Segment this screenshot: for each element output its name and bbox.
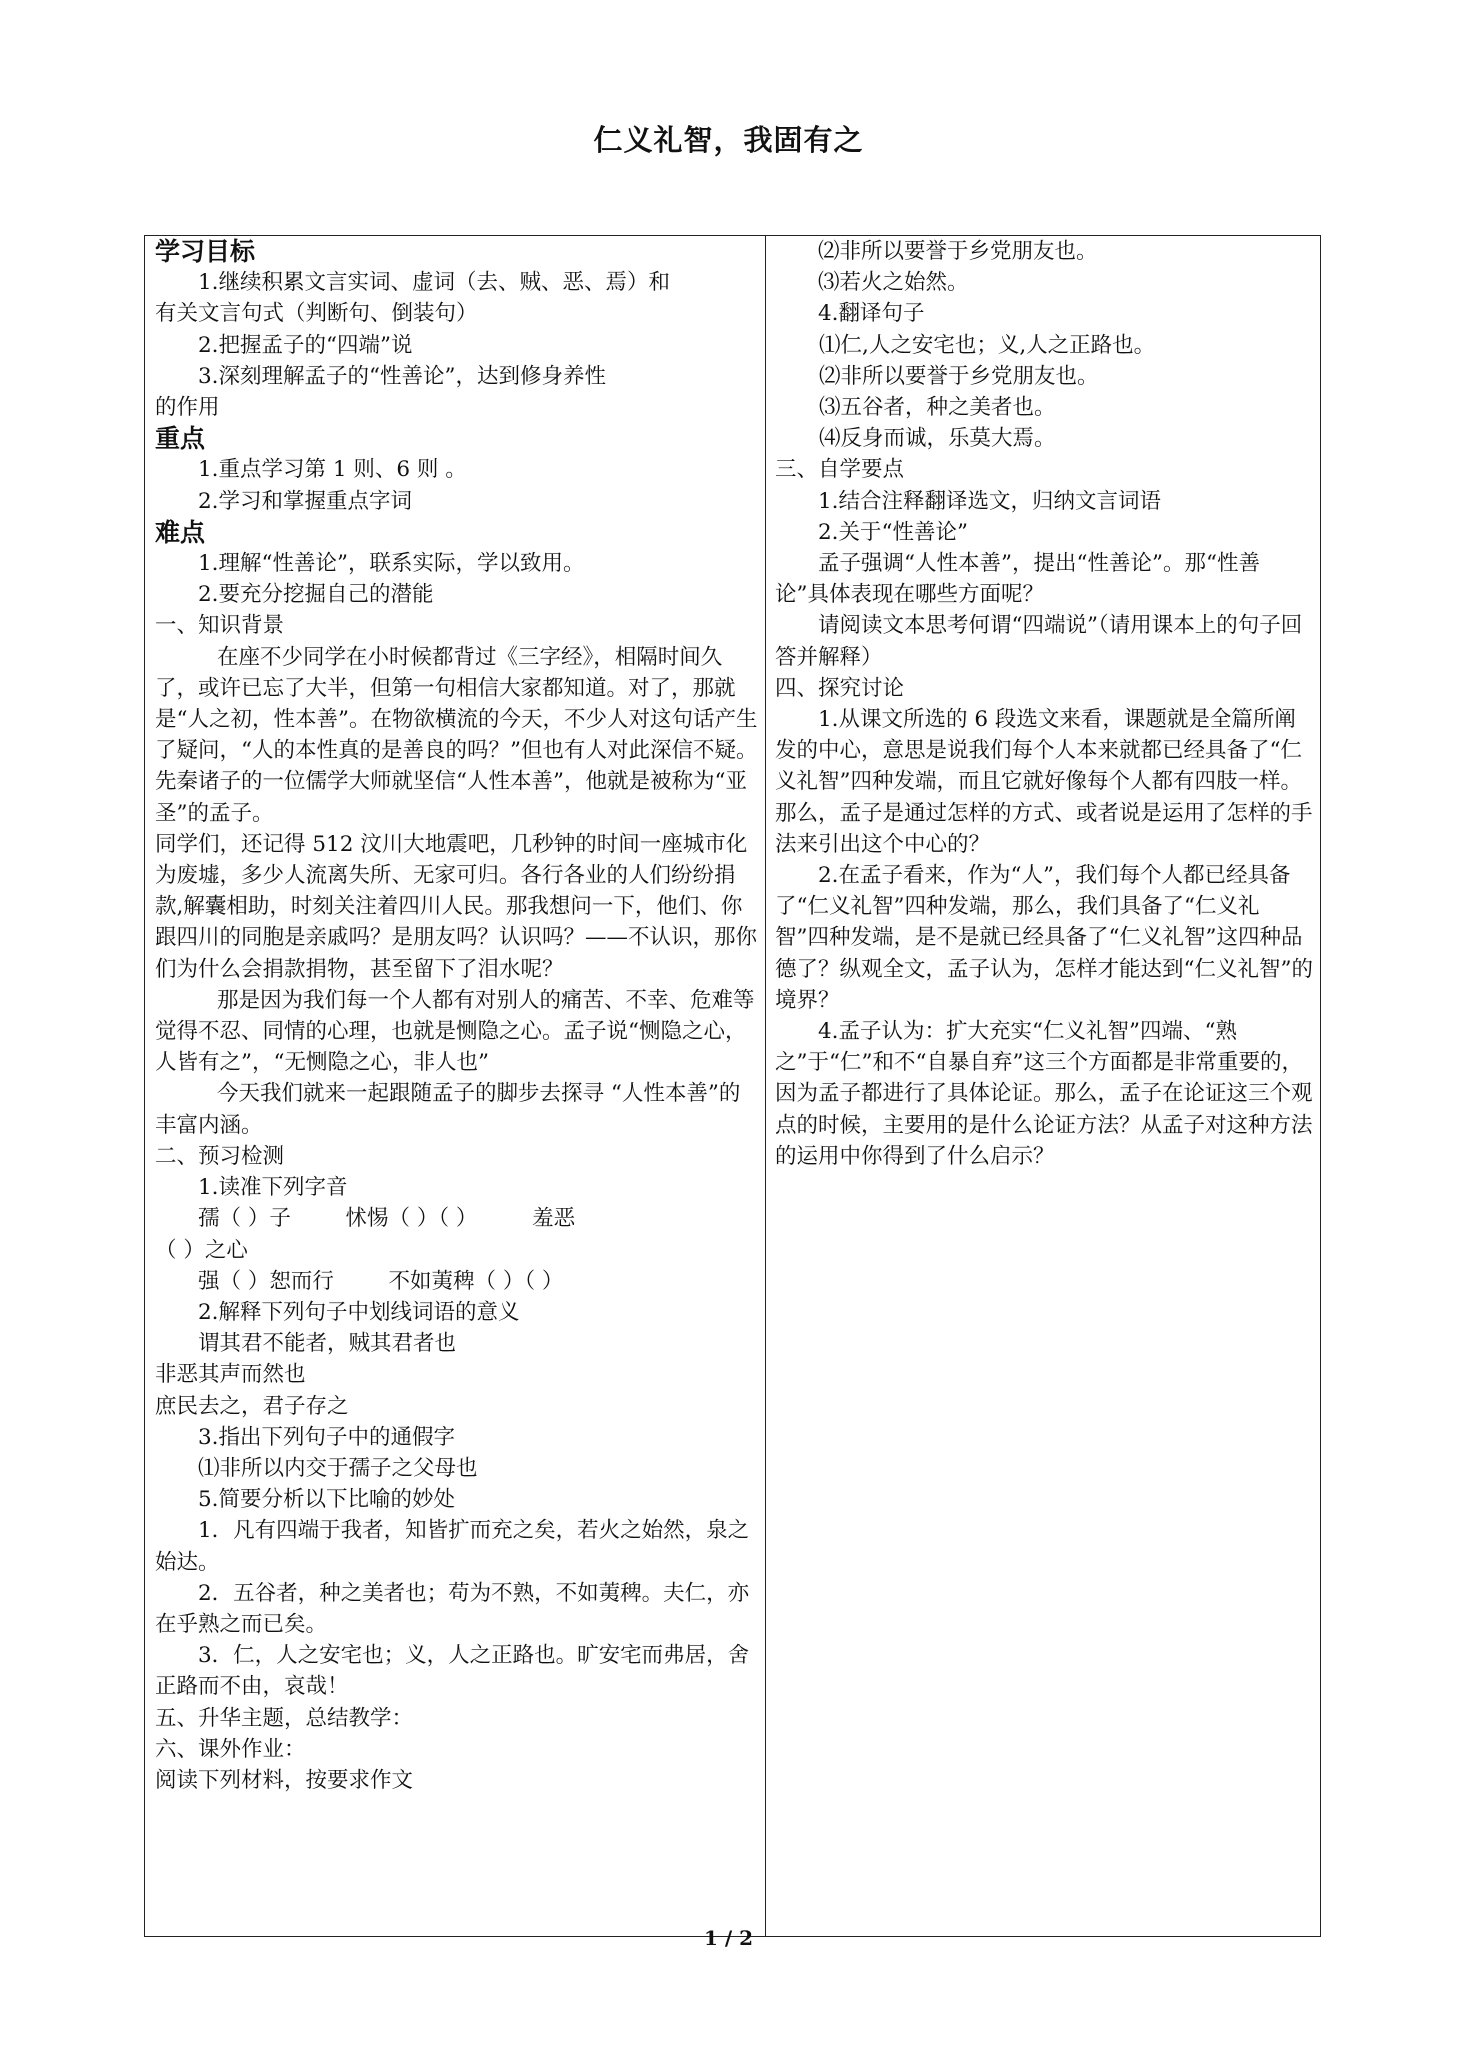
preview-1: 1.读准下列字音 xyxy=(198,1175,348,1201)
translate-1: ⑴仁,人之安宅也；义,人之正路也。 xyxy=(819,332,1156,358)
discussion-1: 1.从课文所选的 6 段选文来看，课题就是全篇所阐发的中心，意思是说我们每个人本来就都已经具备了“仁义礼智”四种发端，而且它就好像每个人都有四肢一样。那么，孟子是通过怎样的方式、或者说是运用了怎样的手法来引出这个中心的？ xyxy=(775,707,1313,857)
heading-goals: 学习目标 xyxy=(155,237,256,266)
self-study-2-para-2: 请阅读文本思考何谓“四端说”（请用课本上的句子回答并解释） xyxy=(775,613,1303,670)
section-6-heading: 六、课外作业： xyxy=(155,1736,306,1762)
right-column xyxy=(775,236,1313,1172)
section-2-heading: 二、预习检测 xyxy=(155,1143,285,1169)
preview-2a: 谓其君不能者，贼其君者也 xyxy=(198,1331,457,1357)
discussion-2: 2.在孟子看来，作为“人”，我们每个人都已经具备了“仁义礼智”四种发端，那么，我们具备了“仁义礼智”四种发端，是不是就已经具备了“仁义礼智”这四种品德了？纵观全文，孟子认为，怎样才能达到“仁义礼智”的境界？ xyxy=(775,863,1313,1013)
difficulty-1: 1.理解“性善论”，联系实际，学以致用。 xyxy=(198,551,585,577)
right-item-3: 4.翻译句子 xyxy=(818,301,925,327)
background-para-3: 那是因为我们每一个人都有对别人的痛苦、不幸、危难等觉得不忍、同情的心理，也就是恻隐之心。孟子说“恻隐之心，人皆有之”，“无恻隐之心，非人也” xyxy=(155,987,755,1076)
preview-3a: ⑴非所以内交于孺子之父母也 xyxy=(198,1455,478,1481)
goal-3a: 3.深刻理解孟子的“性善论”，达到修身养性 xyxy=(198,363,606,389)
key-2: 2.学习和掌握重点字词 xyxy=(198,488,413,514)
goal-2: 2.把握孟子的“四端”说 xyxy=(198,332,413,358)
preview-3: 3.指出下列句子中的通假字 xyxy=(198,1424,456,1450)
page-number: 1 / 2 xyxy=(703,1926,754,1950)
background-para-2: 同学们，还记得 512 汶川大地震吧，几秒钟的时间一座城市化为废墟，多少人流离失所、无家可归。各行各业的人们纷纷捐款,解囊相助，时刻关注着四川人民。那我想问一下，他们、你跟四川的同胞是亲戚吗？是朋友吗？认识吗？——不认识，那你们为什么会捐款捐物，甚至留下了泪水呢？ xyxy=(155,831,758,982)
goal-1b: 有关文言句式（判断句、倒装句） xyxy=(155,301,478,327)
translate-2: ⑵非所以要誉于乡党朋友也。 xyxy=(819,363,1099,389)
translate-3: ⑶五谷者，种之美者也。 xyxy=(819,395,1056,421)
content-table xyxy=(144,235,1321,1937)
preview-5a: 1．凡有四端于我者，知皆扩而充之矣，若火之始然，泉之始达。 xyxy=(155,1518,750,1575)
background-para-1: 在座不少同学在小时候都背过《三字经》，相隔时间久了，或许已忘了大半，但第一句相信大家都知道。对了，那就是“人之初，性本善”。在物欲横流的今天，不少人对这句话产生了疑问，“人的本性真的是善良的吗？”但也有人对此深信不疑。先秦诸子的一位儒学大师就坚信“人性本善”，他就是被称为“亚圣”的孟子。 xyxy=(155,644,758,826)
goal-3b: 的作用 xyxy=(155,395,220,421)
key-1: 1.重点学习第 1 则、6 则 。 xyxy=(198,457,467,483)
preview-5: 5.简要分析以下比喻的妙处 xyxy=(198,1487,456,1513)
preview-1a: 孺（ ）子 怵惕（ ）（ ） 羞恶 xyxy=(198,1206,576,1232)
self-study-2-para-1: 孟子强调“人性本善”，提出“性善论”。那“性善论”具体表现在哪些方面呢？ xyxy=(775,551,1260,608)
goal-1a: 1.继续积累文言实词、虚词（去、贼、恶、焉）和 xyxy=(198,270,671,296)
right-item-2: ⑶若火之始然。 xyxy=(818,270,969,296)
section-1-heading: 一、知识背景 xyxy=(155,613,285,639)
preview-5b: 2．五谷者，种之美者也；苟为不熟，不如荑稗。夫仁，亦在乎熟之而已矣。 xyxy=(155,1580,750,1637)
heading-difficulties: 难点 xyxy=(155,517,206,547)
translate-4: ⑷反身而诚，乐莫大焉。 xyxy=(819,426,1056,452)
discussion-4: 4.孟子认为：扩大充实“仁义礼智”四端、“熟之”于“仁”和不“自暴自弃”这三个方面都是非常重要的，因为孟子都进行了具体论证。那么，孟子在论证这三个观点的时候，主要用的是什么论证方法？从孟子对这种方法的运用中你得到了什么启示？ xyxy=(775,1019,1313,1169)
homework-text: 阅读下列材料，按要求作文 xyxy=(155,1767,414,1793)
preview-2b: 非恶其声而然也 xyxy=(155,1362,306,1388)
self-study-2: 2.关于“性善论” xyxy=(818,519,968,545)
difficulty-2: 2.要充分挖掘自己的潜能 xyxy=(198,582,434,608)
preview-2: 2.解释下列句子中划线词语的意义 xyxy=(198,1299,520,1325)
preview-1c: 强（ ）恕而行 不如荑稗（ ）（ ） xyxy=(198,1268,564,1294)
heading-key-points: 重点 xyxy=(155,424,206,454)
section-4-heading: 四、探究讨论 xyxy=(775,675,905,701)
column-divider xyxy=(765,236,766,1936)
left-column xyxy=(155,236,759,1796)
self-study-1: 1.结合注释翻译选文，归纳文言词语 xyxy=(818,488,1162,514)
section-5-heading: 五、升华主题，总结教学： xyxy=(155,1705,414,1731)
preview-2c: 庶民去之，君子存之 xyxy=(155,1393,349,1419)
preview-5c: 3．仁，人之安宅也；义，人之正路也。旷安宅而弗居，舍正路而不由，哀哉！ xyxy=(155,1643,750,1700)
preview-1b: （ ）之心 xyxy=(155,1237,248,1263)
background-para-4: 今天我们就来一起跟随孟子的脚步去探寻 “人性本善”的丰富内涵。 xyxy=(155,1081,741,1138)
page-title: 仁义礼智，我固有之 xyxy=(593,123,864,157)
section-3-heading: 三、自学要点 xyxy=(775,457,905,483)
right-item-1: ⑵非所以要誉于乡党朋友也。 xyxy=(818,239,1098,264)
